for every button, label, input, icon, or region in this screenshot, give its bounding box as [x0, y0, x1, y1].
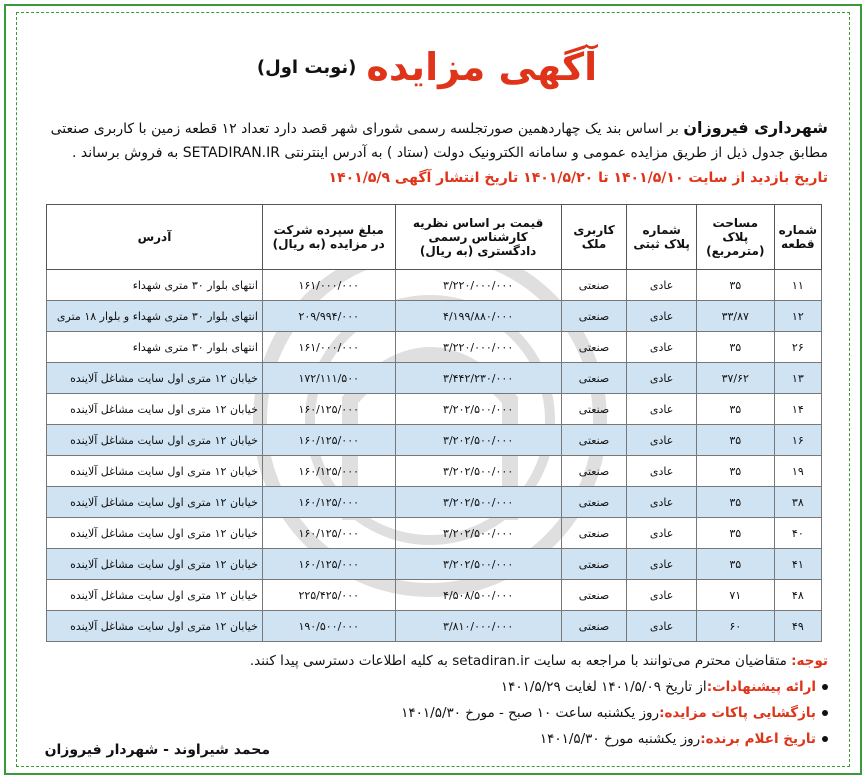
notes-section: [40, 648, 828, 752]
table-cell: ۱۶: [774, 425, 821, 456]
table-cell: ۳/۲۰۲/۵۰۰/۰۰۰: [395, 487, 561, 518]
table-cell: عادی: [627, 394, 697, 425]
table-cell: ۱۴: [774, 394, 821, 425]
table-cell: عادی: [627, 332, 697, 363]
table-cell: ۳/۲۰۲/۵۰۰/۰۰۰: [395, 425, 561, 456]
table-cell: صنعتی: [561, 332, 627, 363]
table-cell: ۱۷۲/۱۱۱/۵۰۰: [262, 363, 395, 394]
attention-text: متقاضیان محترم می‌توانند با مراجعه به سایت setadiran.ir به کلیه اطلاعات دسترسی پیدا کنند.: [249, 653, 787, 669]
note-label: ارائه پیشنهادات:: [706, 679, 816, 695]
table-cell: صنعتی: [561, 301, 627, 332]
table-cell: ۳/۲۰۲/۵۰۰/۰۰۰: [395, 549, 561, 580]
intro-line-2: مطابق جدول ذیل از طریق مزایده عمومی و سامانه الکترونیک دولت (ستاد ) به آدرس اینترنتی SETADIRAN.IR به فروش برساند .: [71, 145, 828, 161]
table-cell: خیابان ۱۲ متری اول سایت مشاغل آلاینده: [47, 456, 263, 487]
table-cell: عادی: [627, 425, 697, 456]
table-header-cell: قیمت بر اساس نظریه کارشناس رسمی دادگستری (به ریال): [395, 205, 561, 270]
note-label: بازگشایی پاکات مزایده:: [659, 705, 816, 721]
table-cell: انتهای بلوار ۳۰ متری شهداء: [47, 270, 263, 301]
table-cell: ۳۵: [696, 487, 774, 518]
table-cell: ۳۵: [696, 270, 774, 301]
table-cell: ۳/۲۲۰/۰۰۰/۰۰۰: [395, 332, 561, 363]
table-row: [47, 611, 822, 642]
table-cell: صنعتی: [561, 518, 627, 549]
table-cell: خیابان ۱۲ متری اول سایت مشاغل آلاینده: [47, 363, 263, 394]
table-cell: ۳۵: [696, 332, 774, 363]
table-header-cell: مساحت پلاک (مترمربع): [696, 205, 774, 270]
table-cell: ۳/۸۱۰/۰۰۰/۰۰۰: [395, 611, 561, 642]
table-cell: صنعتی: [561, 580, 627, 611]
table-cell: عادی: [627, 580, 697, 611]
table-cell: ۴۱: [774, 549, 821, 580]
table-cell: خیابان ۱۲ متری اول سایت مشاغل آلاینده: [47, 580, 263, 611]
table-cell: ۴/۱۹۹/۸۸۰/۰۰۰: [395, 301, 561, 332]
table-cell: ۱۶۰/۱۲۵/۰۰۰: [262, 487, 395, 518]
table-cell: صنعتی: [561, 394, 627, 425]
note-text: روز یکشنبه ساعت ۱۰ صبح - مورخ ۱۴۰۱/۵/۳۰: [401, 705, 660, 721]
table-cell: ۴۹: [774, 611, 821, 642]
table-row: [47, 363, 822, 394]
table-row: [47, 301, 822, 332]
table-cell: ۱۶۰/۱۲۵/۰۰۰: [262, 394, 395, 425]
note-item: [40, 674, 828, 700]
table-row: [47, 518, 822, 549]
title-subtitle: (نوبت اول): [256, 56, 357, 78]
table-row: [47, 549, 822, 580]
table-cell: صنعتی: [561, 363, 627, 394]
table-cell: انتهای بلوار ۳۰ متری شهداء: [47, 332, 263, 363]
parcels-table: [46, 204, 822, 642]
table-cell: عادی: [627, 487, 697, 518]
table-cell: صنعتی: [561, 425, 627, 456]
bullet-icon: [822, 736, 828, 742]
intro-paragraph: [40, 116, 828, 165]
table-cell: ۳۷/۶۲: [696, 363, 774, 394]
table-cell: خیابان ۱۲ متری اول سایت مشاغل آلاینده: [47, 487, 263, 518]
table-cell: ۶۰: [696, 611, 774, 642]
table-cell: ۳۵: [696, 425, 774, 456]
table-cell: ۱۱: [774, 270, 821, 301]
table-cell: صنعتی: [561, 270, 627, 301]
table-cell: ۳۸: [774, 487, 821, 518]
table-cell: عادی: [627, 611, 697, 642]
table-header-cell: مبلغ سپرده شرکت در مزایده (به ریال): [262, 205, 395, 270]
table-cell: ۱۶۱/۰۰۰/۰۰۰: [262, 332, 395, 363]
table-cell: خیابان ۱۲ متری اول سایت مشاغل آلاینده: [47, 611, 263, 642]
table-cell: ۱۲: [774, 301, 821, 332]
table-cell: ۳۵: [696, 518, 774, 549]
table-cell: صنعتی: [561, 487, 627, 518]
table-header-cell: شماره قطعه: [774, 205, 821, 270]
table-row: [47, 580, 822, 611]
table-row: [47, 394, 822, 425]
table-cell: ۲۰۹/۹۹۴/۰۰۰: [262, 301, 395, 332]
table-cell: انتهای بلوار ۳۰ متری شهداء و بلوار ۱۸ متری: [47, 301, 263, 332]
table-cell: ۲۶: [774, 332, 821, 363]
attention-row: [40, 648, 828, 674]
bullet-icon: [822, 684, 828, 690]
note-text: روز یکشنبه مورخ ۱۴۰۱/۵/۳۰: [539, 731, 701, 747]
table-cell: عادی: [627, 549, 697, 580]
table-cell: ۳/۴۴۲/۲۳۰/۰۰۰: [395, 363, 561, 394]
table-cell: صنعتی: [561, 611, 627, 642]
table-row: [47, 270, 822, 301]
table-cell: ۳۵: [696, 456, 774, 487]
table-cell: صنعتی: [561, 456, 627, 487]
table-cell: ۳/۲۰۲/۵۰۰/۰۰۰: [395, 518, 561, 549]
ad-title: [222, 44, 632, 90]
table-cell: خیابان ۱۲ متری اول سایت مشاغل آلاینده: [47, 549, 263, 580]
org-name: شهرداری فیروزان: [683, 118, 828, 137]
table-cell: ۳۵: [696, 394, 774, 425]
table-row: [47, 425, 822, 456]
note-text: از تاریخ ۱۴۰۱/۵/۰۹ لغایت ۱۴۰۱/۵/۲۹: [500, 679, 707, 695]
table-cell: عادی: [627, 301, 697, 332]
attention-label: توجه:: [791, 653, 828, 669]
table-cell: ۱۶۰/۱۲۵/۰۰۰: [262, 518, 395, 549]
table-cell: ۱۹: [774, 456, 821, 487]
table-cell: عادی: [627, 363, 697, 394]
table-body: [47, 270, 822, 642]
table-cell: ۳/۲۲۰/۰۰۰/۰۰۰: [395, 270, 561, 301]
table-cell: ۴/۵۰۸/۵۰۰/۰۰۰: [395, 580, 561, 611]
table-cell: ۲۲۵/۴۲۵/۰۰۰: [262, 580, 395, 611]
table-header-cell: آدرس: [47, 205, 263, 270]
note-label: تاریخ اعلام برنده:: [700, 731, 816, 747]
bullet-icon: [822, 710, 828, 716]
visit-dates: تاریخ بازدید از سایت ۱۴۰۱/۵/۱۰ تا ۱۴۰۱/۵/۲۰ تاریخ انتشار آگهی ۱۴۰۱/۵/۹: [328, 170, 828, 186]
table-row: [47, 487, 822, 518]
table-cell: ۷۱: [696, 580, 774, 611]
table-cell: ۴۸: [774, 580, 821, 611]
table-cell: عادی: [627, 270, 697, 301]
table-cell: ۱۶۰/۱۲۵/۰۰۰: [262, 456, 395, 487]
table-cell: ۳۳/۸۷: [696, 301, 774, 332]
table-cell: صنعتی: [561, 549, 627, 580]
table-row: [47, 332, 822, 363]
table-header-row: [47, 205, 822, 270]
table-row: [47, 456, 822, 487]
table-cell: خیابان ۱۲ متری اول سایت مشاغل آلاینده: [47, 518, 263, 549]
signer: محمد شیراوند - شهردار فیروزان: [44, 742, 270, 758]
table-cell: ۱۶۱/۰۰۰/۰۰۰: [262, 270, 395, 301]
table-cell: عادی: [627, 518, 697, 549]
note-item: [40, 700, 828, 726]
table-header-cell: شماره پلاک ثبتی: [627, 205, 697, 270]
table-cell: ۱۶۰/۱۲۵/۰۰۰: [262, 425, 395, 456]
table-cell: ۴۰: [774, 518, 821, 549]
table-cell: خیابان ۱۲ متری اول سایت مشاغل آلاینده: [47, 394, 263, 425]
table-cell: عادی: [627, 456, 697, 487]
table-header-cell: کاربری ملک: [561, 205, 627, 270]
title-main: آگهی مزایده: [366, 45, 598, 89]
note-items: [40, 674, 828, 752]
table-cell: ۱۳: [774, 363, 821, 394]
table-cell: ۳/۲۰۲/۵۰۰/۰۰۰: [395, 394, 561, 425]
table-cell: ۳/۲۰۲/۵۰۰/۰۰۰: [395, 456, 561, 487]
table-cell: ۱۹۰/۵۰۰/۰۰۰: [262, 611, 395, 642]
table-cell: ۱۶۰/۱۲۵/۰۰۰: [262, 549, 395, 580]
intro-line-1: بر اساس بند یک چهاردهمین صورتجلسه رسمی شورای شهر قصد دارد تعداد ۱۲ قطعه زمین با کاربری صنعتی: [50, 121, 679, 137]
table-cell: ۳۵: [696, 549, 774, 580]
table-cell: خیابان ۱۲ متری اول سایت مشاغل آلاینده: [47, 425, 263, 456]
